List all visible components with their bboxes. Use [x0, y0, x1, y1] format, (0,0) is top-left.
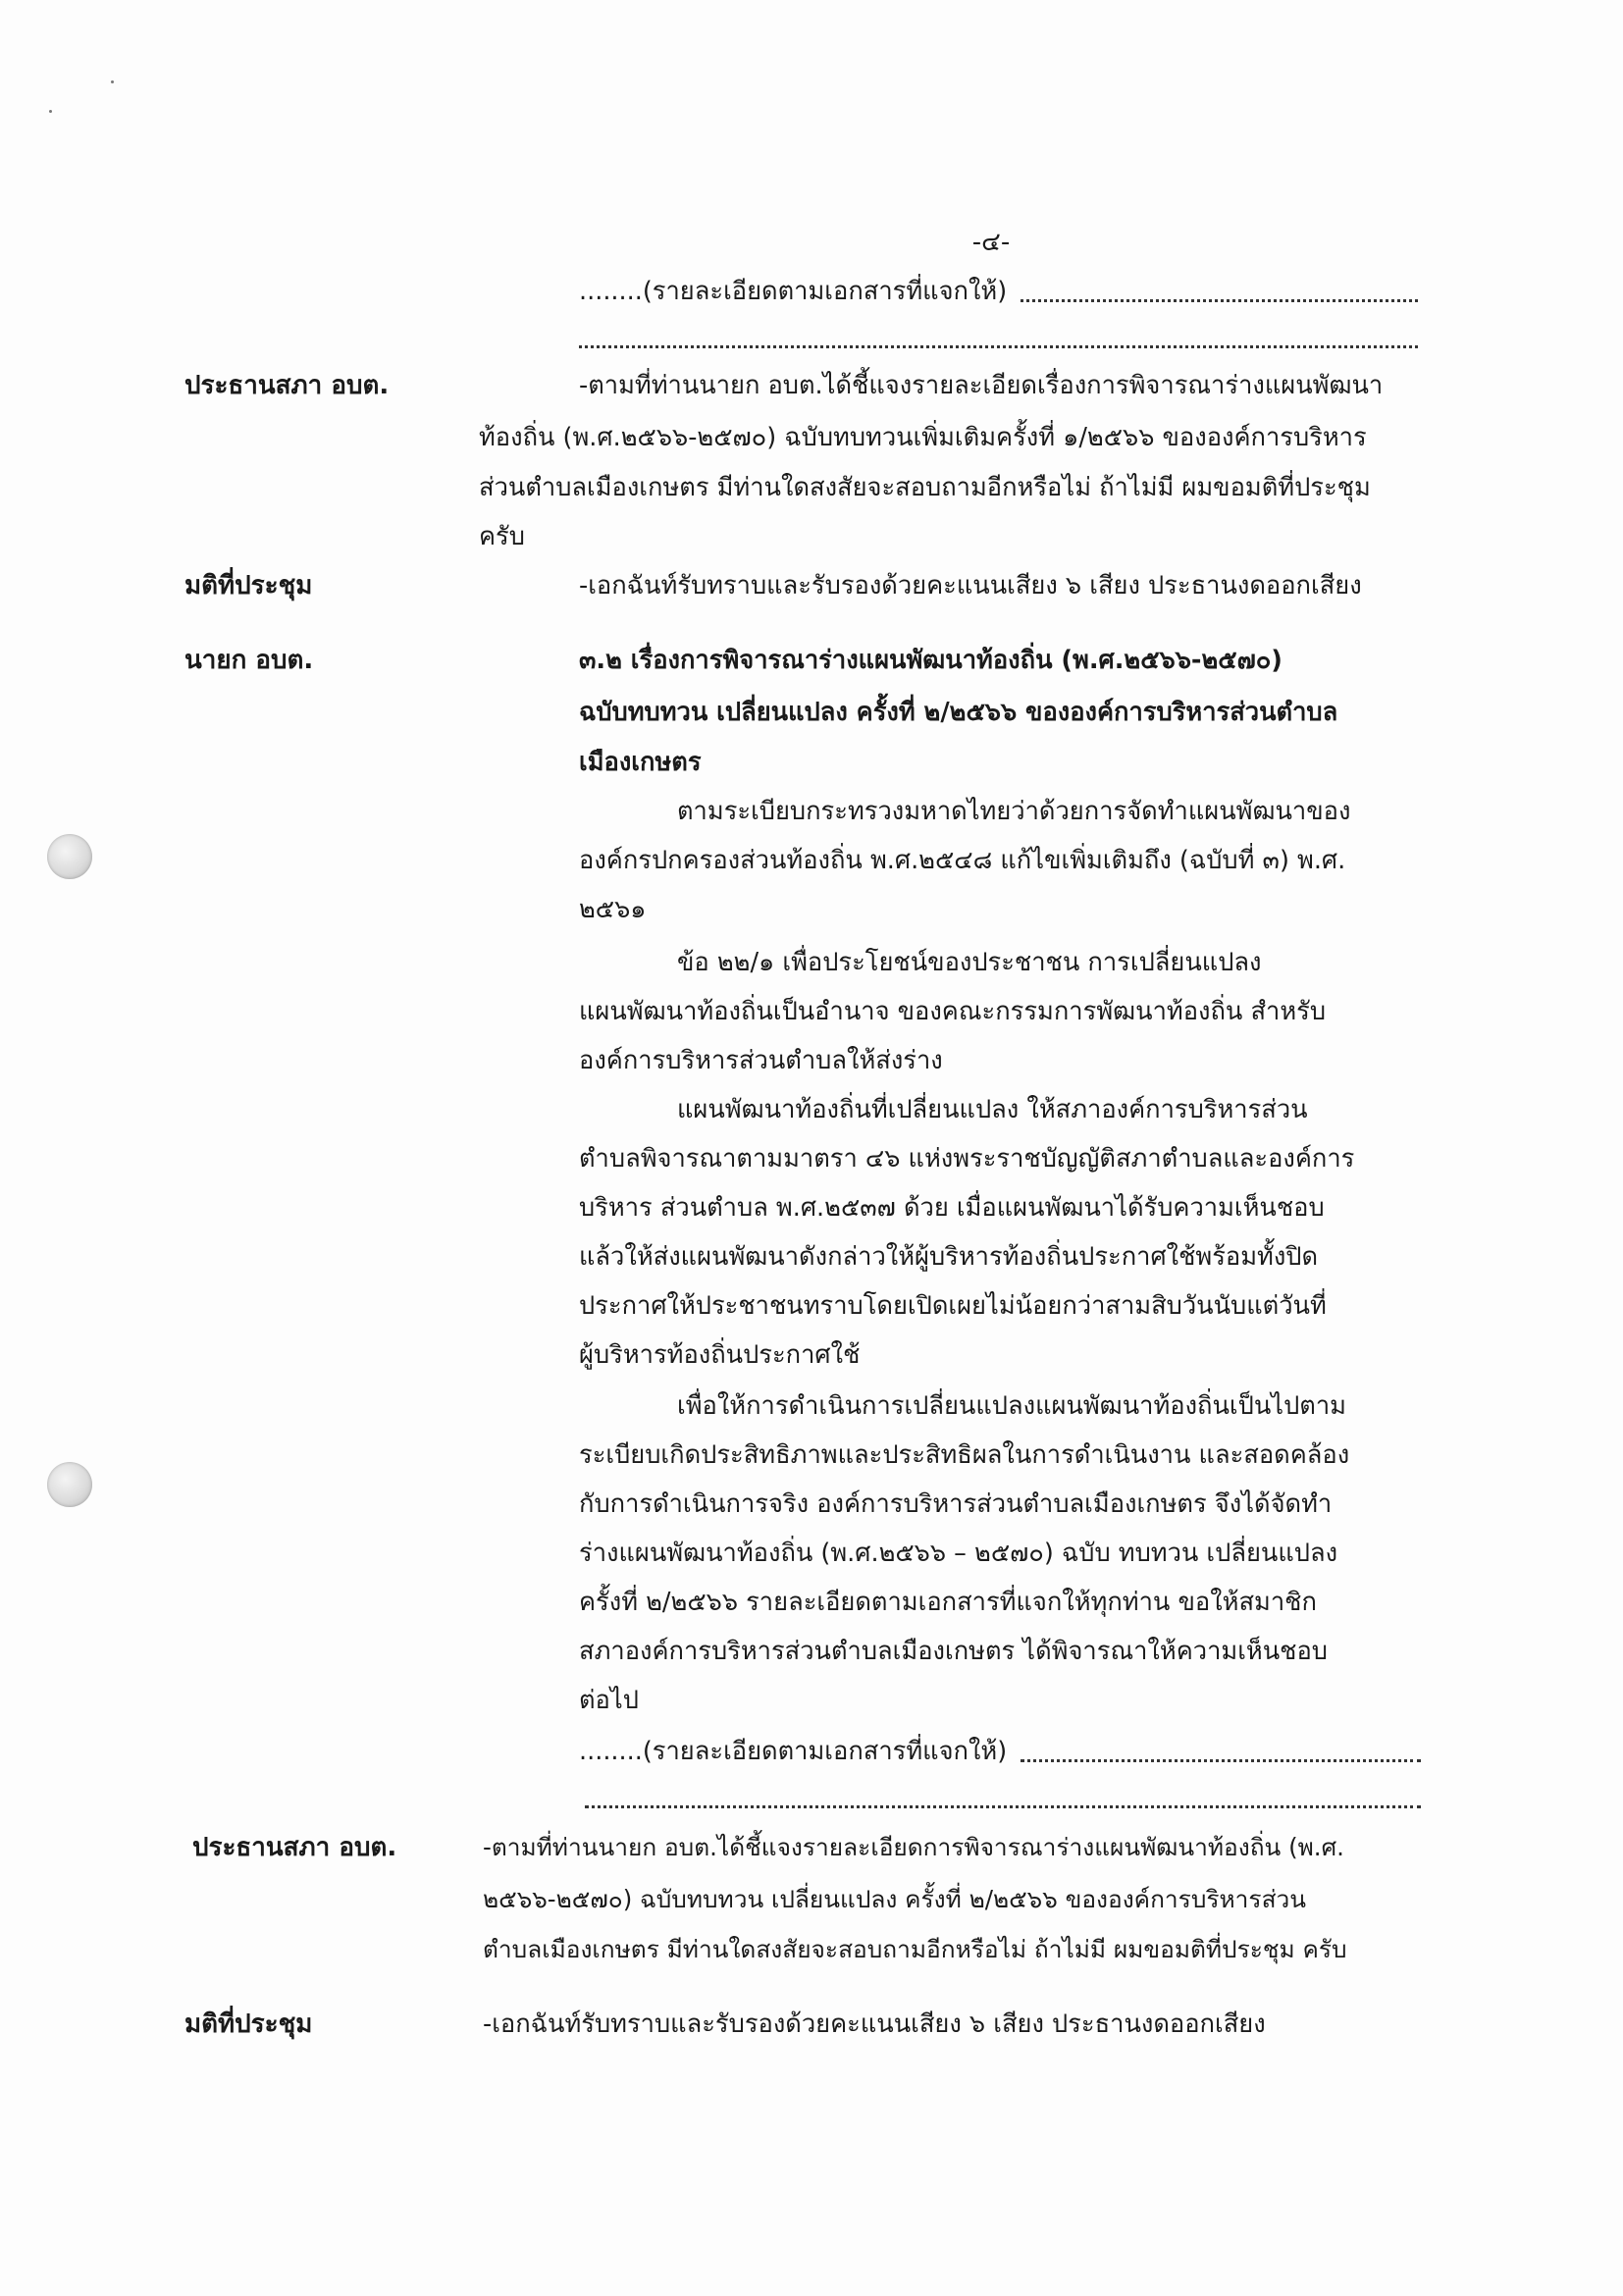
speech-line: -ตามที่ท่านนายก อบต.ได้ชี้แจงรายละเอียดการพิจารณาร่างแผนพัฒนาท้องถิ่น (พ.ศ.	[483, 1833, 1344, 1861]
agenda-heading: ฉบับทบทวน เปลี่ยนแปลง ครั้งที่ ๒/๒๕๖๖ ขององค์การบริหารส่วนตำบล	[579, 698, 1338, 727]
paragraph-line: ตำบลพิจารณาตามมาตรา ๔๖ แห่งพระราชบัญญัติสภาตำบลและองค์การ	[579, 1144, 1355, 1174]
paragraph-line: แผนพัฒนาท้องถิ่นที่เปลี่ยนแปลง ให้สภาองค์การบริหารส่วน	[677, 1095, 1308, 1124]
paragraph-line: องค์การบริหารส่วนตำบลให้ส่งร่าง	[579, 1046, 943, 1075]
agenda-heading: ๓.๒ เรื่องการพิจารณาร่างแผนพัฒนาท้องถิ่น (พ.ศ.๒๕๖๖-๒๕๗๐)	[579, 646, 1283, 675]
paragraph-line: ข้อ ๒๒/๑ เพื่อประโยชน์ของประชาชน การเปลี่ยนแปลง	[677, 948, 1262, 977]
detail-note: ........(รายละเอียดตามเอกสารที่แจกให้)	[579, 277, 1008, 306]
scan-speck	[111, 80, 114, 83]
paragraph-line: กับการดำเนินการจริง องค์การบริหารส่วนตำบลเมืองเกษตร จึงได้จัดทำ	[579, 1489, 1333, 1519]
resolution-label: มติที่ประชุม	[184, 2009, 313, 2039]
punch-hole	[47, 834, 92, 879]
paragraph-line: ครั้งที่ ๒/๒๕๖๖ รายละเอียดตามเอกสารที่แจกให้ทุกท่าน ขอให้สมาชิก	[579, 1588, 1317, 1617]
paragraph-line: ตามระเบียบกระทรวงมหาดไทยว่าด้วยการจัดทำแผนพัฒนาของ	[677, 797, 1351, 826]
speaker-label: ประธานสภา อบต.	[184, 371, 390, 400]
resolution-label: มติที่ประชุม	[184, 571, 313, 600]
dotted-fill-line	[585, 1805, 1421, 1808]
paragraph-line: ต่อไป	[579, 1686, 639, 1715]
speech-line: ๒๕๖๖-๒๕๗๐) ฉบับทบทวน เปลี่ยนแปลง ครั้งที่ ๒/๒๕๖๖ ขององค์การบริหารส่วน	[483, 1885, 1307, 1913]
detail-note: ........(รายละเอียดตามเอกสารที่แจกให้)	[579, 1737, 1008, 1766]
agenda-heading: เมืองเกษตร	[579, 748, 702, 777]
paragraph-line: เพื่อให้การดำเนินการเปลี่ยนแปลงแผนพัฒนาท้องถิ่นเป็นไปตาม	[677, 1391, 1346, 1421]
punch-hole	[47, 1462, 92, 1507]
speaker-label: ประธานสภา อบต.	[192, 1833, 397, 1862]
paragraph-line: ประกาศให้ประชาชนทราบโดยเปิดเผยไม่น้อยกว่าสามสิบวันนับแต่วันที่	[579, 1291, 1327, 1321]
resolution-text: -เอกฉันท์รับทราบและรับรองด้วยคะแนนเสียง ๖ เสียง ประธานงดออกเสียง	[579, 571, 1362, 600]
speech-line: ตำบลเมืองเกษตร มีท่านใดสงสัยจะสอบถามอีกหรือไม่ ถ้าไม่มี ผมขอมติที่ประชุม ครับ	[483, 1935, 1347, 1963]
scan-speck	[49, 110, 52, 113]
paragraph-line: แล้วให้ส่งแผนพัฒนาดังกล่าวให้ผู้บริหารท้องถิ่นประกาศใช้พร้อมทั้งปิด	[579, 1242, 1319, 1272]
dotted-fill-line	[1021, 1759, 1421, 1762]
paragraph-line: ระเบียบเกิดประสิทธิภาพและประสิทธิผลในการดำเนินงาน และสอดคล้อง	[579, 1440, 1350, 1470]
dotted-fill-line	[579, 345, 1418, 348]
speech-line: ครับ	[479, 522, 525, 551]
speech-line: ท้องถิ่น (พ.ศ.๒๕๖๖-๒๕๗๐) ฉบับทบทวนเพิ่มเติมครั้งที่ ๑/๒๕๖๖ ขององค์การบริหาร	[479, 423, 1367, 452]
paragraph-line: สภาองค์การบริหารส่วนตำบลเมืองเกษตร ได้พิจารณาให้ความเห็นชอบ	[579, 1637, 1328, 1666]
paragraph-line: แผนพัฒนาท้องถิ่นเป็นอำนาจ ของคณะกรรมการพัฒนาท้องถิ่น สำหรับ	[579, 997, 1327, 1026]
paragraph-line: ๒๕๖๑	[579, 895, 647, 924]
resolution-text: -เอกฉันท์รับทราบและรับรองด้วยคะแนนเสียง ๖ เสียง ประธานงดออกเสียง	[483, 2009, 1266, 2039]
paragraph-line: ร่างแผนพัฒนาท้องถิ่น (พ.ศ.๒๕๖๖ – ๒๕๗๐) ฉบับ ทบทวน เปลี่ยนแปลง	[579, 1539, 1338, 1568]
paragraph-line: ผู้บริหารท้องถิ่นประกาศใช้	[579, 1340, 861, 1370]
page-number: -๔-	[971, 228, 1011, 257]
paragraph-line: บริหาร ส่วนตำบล พ.ศ.๒๕๓๗ ด้วย เมื่อแผนพัฒนาได้รับความเห็นชอบ	[579, 1193, 1325, 1223]
speech-line: -ตามที่ท่านนายก อบต.ได้ชี้แจงรายละเอียดเรื่องการพิจารณาร่างแผนพัฒนา	[579, 371, 1384, 400]
speech-line: ส่วนตำบลเมืองเกษตร มีท่านใดสงสัยจะสอบถามอีกหรือไม่ ถ้าไม่มี ผมขอมติที่ประชุม	[479, 473, 1371, 502]
paragraph-line: องค์กรปกครองส่วนท้องถิ่น พ.ศ.๒๕๔๘ แก้ไขเพิ่มเติมถึง (ฉบับที่ ๓) พ.ศ.	[579, 846, 1346, 875]
speaker-label: นายก อบต.	[184, 646, 314, 675]
dotted-fill-line	[1021, 299, 1418, 302]
